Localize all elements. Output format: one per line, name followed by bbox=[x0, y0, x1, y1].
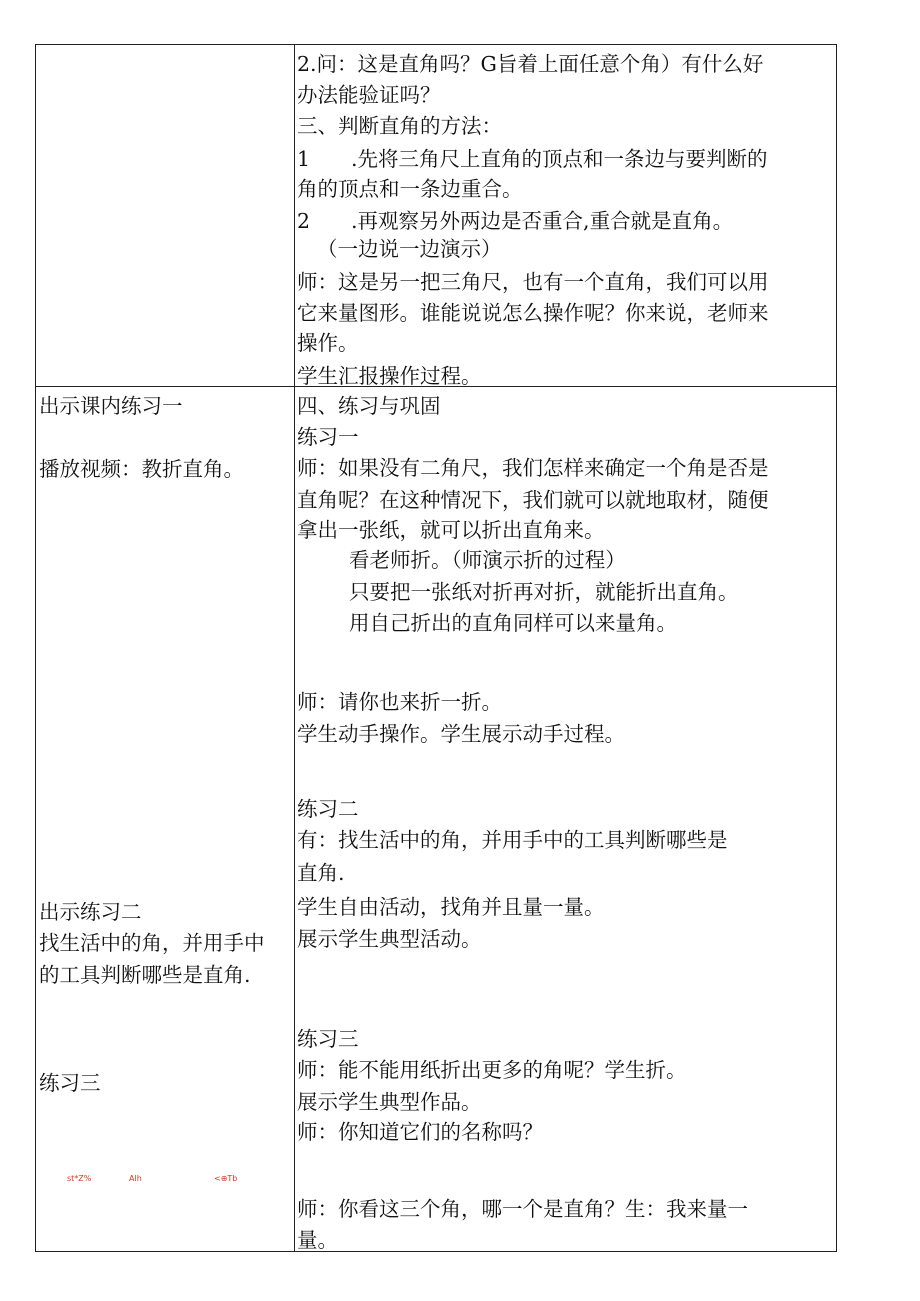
text-line: 师：如果没有二角尺，我们怎样来确定一个角是否是 bbox=[297, 456, 769, 480]
text-line: （一边说一边演示） bbox=[317, 237, 502, 261]
text-line: 师：能不能用纸折出更多的角呢？学生折。 bbox=[297, 1058, 687, 1082]
text-line: 展示学生典型活动。 bbox=[297, 927, 482, 951]
activity-label: 练习三 bbox=[39, 1071, 101, 1095]
text-line: 2 .再观察另外两边是否重合,重合就是直角。 bbox=[297, 209, 734, 233]
activity-label: 出示课内练习一 bbox=[39, 394, 183, 418]
text-line: 拿出一张纸，就可以折出直角来。 bbox=[297, 518, 605, 542]
text-line: 直角. bbox=[297, 861, 345, 885]
activity-label: 出示练习二 bbox=[39, 900, 142, 924]
text-line: 师：你看这三个角，哪一个是直角？生：我来量一 bbox=[297, 1197, 748, 1221]
text-line: 只要把一张纸对折再对折，就能折出直角。 bbox=[349, 580, 739, 604]
activity-label: 的工具判断哪些是直角. bbox=[39, 963, 251, 987]
text-line: 1 .先将三角尺上直角的顶点和一条边与要判断的 bbox=[297, 147, 768, 171]
angle-image-mark: <⊕Tb bbox=[214, 1174, 238, 1183]
text-line: 办法能验证吗？ bbox=[297, 83, 441, 107]
text-line: 展示学生典型作品。 bbox=[297, 1090, 482, 1114]
column-divider bbox=[294, 45, 295, 1251]
section-heading: 四、练习与巩固 bbox=[297, 394, 441, 418]
text-line: 有：找生活中的角，并用手中的工具判断哪些是 bbox=[297, 828, 728, 852]
text-line: 师：你知道它们的名称吗？ bbox=[297, 1120, 543, 1144]
exercise-heading: 练习一 bbox=[297, 425, 359, 449]
text-line: 用自己折出的直角同样可以来量角。 bbox=[349, 611, 677, 635]
text-line: 量。 bbox=[297, 1228, 338, 1252]
text-line: 学生动手操作。学生展示动手过程。 bbox=[297, 722, 625, 746]
text-line: 学生自由活动，找角并且量一量。 bbox=[297, 895, 605, 919]
text-line: 操作。 bbox=[297, 331, 359, 355]
exercise-heading: 练习二 bbox=[297, 797, 359, 821]
text-line: 师：请你也来折一折。 bbox=[297, 690, 502, 714]
text-line: 看老师折。（师演示折的过程） bbox=[349, 548, 626, 572]
text-line: 它来量图形。谁能说说怎么操作呢？你来说，老师来 bbox=[297, 301, 769, 325]
text-line: 2.问：这是直角吗？G旨着上面任意个角）有什么好 bbox=[297, 52, 764, 76]
exercise-heading: 练习三 bbox=[297, 1027, 359, 1051]
section-heading: 三、判断直角的方法： bbox=[297, 114, 502, 138]
text-line: 直角呢？在这种情况下，我们就可以就地取材，随便 bbox=[297, 488, 769, 512]
angle-image-mark: Alh bbox=[129, 1174, 142, 1183]
lesson-table bbox=[35, 44, 837, 1252]
text-line: 师：这是另一把三角尺，也有一个直角，我们可以用 bbox=[297, 270, 769, 294]
activity-label: 找生活中的角，并用手中 bbox=[39, 931, 265, 955]
text-line: 学生汇报操作过程。 bbox=[297, 364, 482, 388]
angle-image-mark: st*Z% bbox=[67, 1174, 92, 1183]
activity-label: 播放视频：教折直角。 bbox=[39, 457, 244, 481]
text-line: 角的顶点和一条边重合。 bbox=[297, 177, 523, 201]
